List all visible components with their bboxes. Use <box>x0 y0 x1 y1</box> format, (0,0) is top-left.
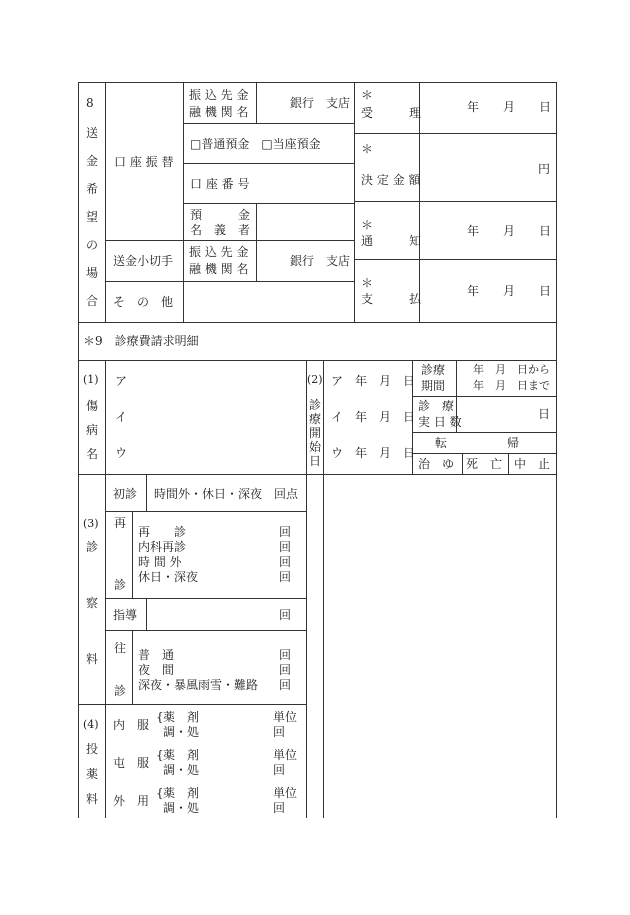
period-label-line1: 診療 <box>421 363 446 377</box>
decision-mark: ＊ <box>361 142 374 156</box>
guidance-label: 指導 <box>113 608 138 622</box>
decision-amount-label: 決 定 金 額 <box>361 173 421 187</box>
home-visit-count-2: 回 <box>279 663 292 677</box>
deposit-type-checkboxes[interactable]: □普通預金 □当座預金 <box>190 137 321 151</box>
account-number-label: 口 座 番 号 <box>190 177 250 191</box>
section-8-number: 8 <box>86 96 94 110</box>
home-visit-label-top: 往 <box>114 641 127 655</box>
bank-label-line1: 振 込 先 金 <box>189 88 249 102</box>
home-visit-item-2: 夜 間 <box>138 663 175 677</box>
notice-mark: ＊ <box>361 218 374 232</box>
decision-yen-unit: 円 <box>538 162 551 176</box>
bank2-label-line2: 融 機 関 名 <box>189 262 249 276</box>
notice-label: 通 知 <box>361 234 422 248</box>
revisit-label-bottom: 診 <box>114 578 127 592</box>
days-label-line1: 診 療 <box>418 399 455 413</box>
unit-label: 単位 <box>273 786 298 800</box>
medication-row-label: 屯 服 <box>113 756 150 770</box>
injury-entry-a: ア <box>115 374 128 388</box>
days-label-line2: 実 日 数 <box>418 415 462 429</box>
home-visit-count-1: 回 <box>279 648 292 662</box>
home-visit-label-bottom: 診 <box>114 684 127 698</box>
account-transfer-label: 口 座 振 替 <box>114 155 174 169</box>
first-visit-text: 時間外・休日・深夜 回点 <box>154 487 299 501</box>
holder-label-line1: 預 金 <box>190 208 251 222</box>
drug-label: 薬 剤 <box>163 748 200 762</box>
receipt-date: 年 月 日 <box>467 100 552 114</box>
injury-number: (1) <box>83 373 99 386</box>
period-label-line2: 期間 <box>421 379 446 393</box>
count-label: 回 <box>273 725 286 739</box>
first-visit-label: 初診 <box>113 487 138 501</box>
notice-date: 年 月 日 <box>467 224 552 238</box>
days-unit: 日 <box>538 407 551 421</box>
medication-row-label: 内 服 <box>113 718 150 732</box>
revisit-count-2: 回 <box>279 540 292 554</box>
section-8-title: 送 金 希 望 の 場 合 <box>85 126 98 308</box>
holder-label-line2: 名 義 者 <box>190 223 251 237</box>
bank2-branch-suffix: 銀行 支店 <box>290 254 351 268</box>
medication-number: (4) <box>83 718 99 731</box>
outcome-options: 治 ゆ 死 亡 中 止 <box>418 457 551 471</box>
brace-icon: { <box>156 748 164 762</box>
start-date-label: 診 療 開 始 日 <box>308 398 321 468</box>
payment-mark: ＊ <box>361 276 374 290</box>
injury-label: 傷 病 名 <box>85 399 98 461</box>
unit-label: 単位 <box>273 748 298 762</box>
start-date-i: イ 年 月 日 <box>331 410 416 424</box>
injury-entry-i: イ <box>115 410 128 424</box>
outcome-label: 転 帰 <box>435 436 520 450</box>
drug-label: 薬 剤 <box>163 786 200 800</box>
prep-label: 調・処 <box>163 763 200 777</box>
drug-label: 薬 剤 <box>163 710 200 724</box>
payment-date: 年 月 日 <box>467 284 552 298</box>
start-date-u: ウ 年 月 日 <box>331 446 416 460</box>
consult-number: (3) <box>83 517 99 530</box>
brace-icon: { <box>156 710 164 724</box>
period-to: 年 月 日まで <box>473 379 550 392</box>
home-visit-item-1: 普 通 <box>138 648 175 662</box>
home-visit-count-3: 回 <box>279 678 292 692</box>
bank-label-line2: 融 機 関 名 <box>189 105 249 119</box>
revisit-item-4: 休日・深夜 <box>138 570 199 584</box>
receipt-label: 受 理 <box>361 106 422 120</box>
revisit-count-3: 回 <box>279 555 292 569</box>
count-label: 回 <box>273 763 286 777</box>
unit-label: 単位 <box>273 710 298 724</box>
count-label: 回 <box>273 801 286 815</box>
start-date-number: (2) <box>307 373 323 386</box>
consult-label: 診 察 料 <box>85 540 98 666</box>
remittance-check-label: 送金小切手 <box>113 254 174 268</box>
home-visit-item-3: 深夜・暴風雨雪・難路 <box>138 678 259 692</box>
medication-row-label: 外 用 <box>113 794 150 808</box>
revisit-label-top: 再 <box>114 516 127 530</box>
bank2-label-line1: 振 込 先 金 <box>189 245 249 259</box>
guidance-count: 回 <box>279 608 292 622</box>
detail-section-title: ＊9 診療費請求明細 <box>83 334 199 348</box>
revisit-item-2: 内科再診 <box>138 540 187 554</box>
start-date-a: ア 年 月 日 <box>331 374 416 388</box>
revisit-count-4: 回 <box>279 570 292 584</box>
revisit-item-1: 再 診 <box>138 525 187 539</box>
medication-label: 投 薬 料 <box>85 742 98 806</box>
payment-label: 支 払 <box>361 292 422 306</box>
prep-label: 調・処 <box>163 801 200 815</box>
revisit-item-3: 時 間 外 <box>138 555 182 569</box>
injury-entry-u: ウ <box>115 446 128 460</box>
revisit-count-1: 回 <box>279 525 292 539</box>
prep-label: 調・処 <box>163 725 200 739</box>
other-label: そ の 他 <box>113 295 174 309</box>
bank-branch-suffix: 銀行 支店 <box>290 96 351 110</box>
brace-icon: { <box>156 786 164 800</box>
period-from: 年 月 日から <box>473 363 550 376</box>
receipt-mark: ＊ <box>361 88 374 102</box>
